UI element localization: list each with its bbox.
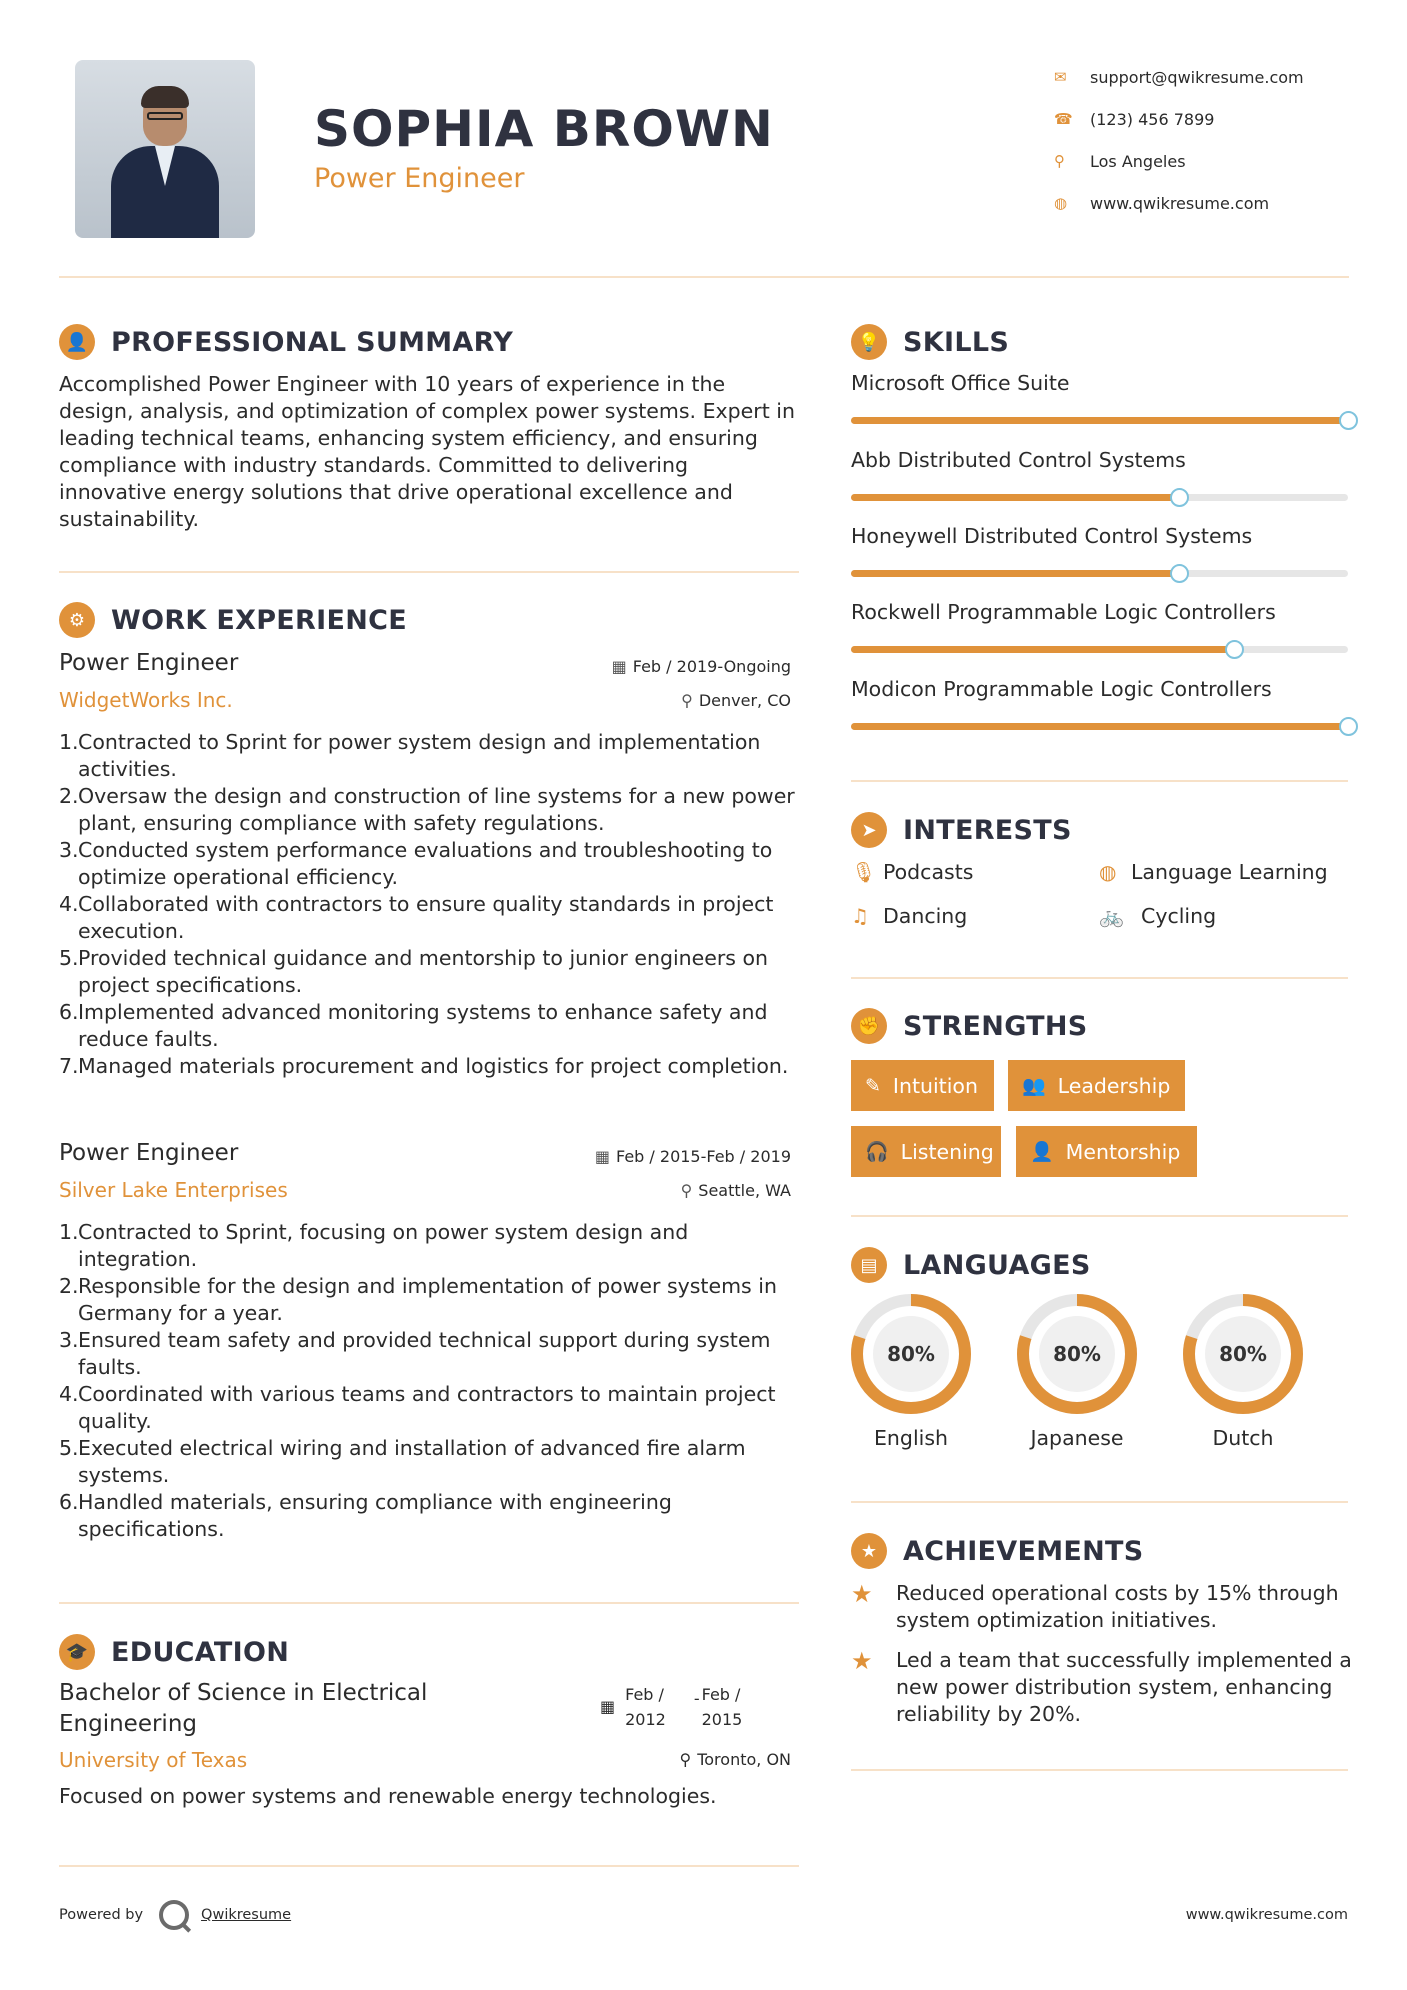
achievements-heading: ★ ACHIEVEMENTS	[851, 1533, 1144, 1569]
pin-icon: ⚲	[680, 1181, 693, 1200]
donut-label: 80%	[1053, 1342, 1101, 1366]
education-dates: ▦ Feb / 2012 - Feb / 2015	[600, 1682, 742, 1732]
header-divider	[59, 276, 1349, 278]
languages-divider	[851, 1501, 1348, 1503]
job-2-location: ⚲ Seattle, WA	[680, 1181, 791, 1200]
language-donut	[849, 1292, 973, 1416]
language-donut	[1015, 1292, 1139, 1416]
work-divider	[59, 1602, 799, 1604]
education-location: ⚲ Toronto, ON	[679, 1750, 791, 1769]
contact-website[interactable]	[1054, 182, 1374, 224]
candidate-role: Power Engineer	[314, 163, 525, 194]
star-icon: ★	[851, 1580, 873, 1608]
user-icon: 👤	[59, 324, 95, 360]
skill-bar	[851, 494, 1348, 501]
skill-bar-knob	[1339, 717, 1358, 736]
job-1-company: WidgetWorks Inc.	[59, 688, 233, 712]
interest-item: ◍ Language Learning	[1099, 860, 1328, 884]
microphone-icon: 🎙	[851, 860, 877, 884]
list-item: 6. Implemented advanced monitoring systems to enhance safety and reduce faults.	[59, 1000, 768, 1051]
star-icon: ★	[851, 1647, 873, 1675]
languages-heading: ▤ LANGUAGES	[851, 1247, 1091, 1283]
music-note-icon: ♫	[851, 904, 869, 928]
briefcase-icon: ⚙	[59, 602, 95, 638]
skill-name: Honeywell Distributed Control Systems	[851, 524, 1253, 548]
work-heading: ⚙ WORK EXPERIENCE	[59, 602, 407, 638]
job-2-bullets	[59, 1219, 799, 1543]
education-degree: Bachelor of Science in Electrical Engineering	[59, 1680, 428, 1737]
phone-icon: ☎	[1054, 110, 1073, 128]
bicycle-icon: 🚲	[1099, 904, 1124, 928]
footer-powered-by: Powered by Qwikresume	[59, 1900, 291, 1930]
list-item: 5. Provided technical guidance and mentorship to junior engineers on project specifications.	[59, 946, 769, 997]
donut-label: 80%	[887, 1342, 935, 1366]
summary-heading: 👤 PROFESSIONAL SUMMARY	[59, 324, 513, 360]
list-item: 1. Contracted to Sprint for power system design and implementation activities.	[59, 730, 761, 781]
interest-item: ♫ Dancing	[851, 904, 968, 928]
skill-bar-fill	[851, 723, 1348, 730]
calendar-icon: ▦	[611, 657, 627, 676]
job-1-bullets	[59, 729, 799, 1080]
globe-icon: ◍	[1099, 860, 1117, 884]
language-name: Japanese	[1030, 1426, 1124, 1450]
job-2-dates: ▦ Feb / 2015-Feb / 2019	[594, 1147, 791, 1166]
list-item: 6. Handled materials, ensuring compliance with engineering specifications.	[59, 1490, 672, 1541]
achievements-divider	[851, 1769, 1348, 1771]
strengths-heading: ✊ STRENGTHS	[851, 1008, 1088, 1044]
language-item	[849, 1292, 973, 1450]
education-divider	[59, 1865, 799, 1867]
achievement-item: ★ Led a team that successfully implemented a new power distribution system, enhancing reliability by 20%.	[851, 1647, 1352, 1726]
calendar-icon: ▦	[600, 1697, 616, 1716]
skill-bar-knob	[1170, 488, 1189, 507]
skill-bar	[851, 417, 1348, 424]
strength-tag: ✎ Intuition	[851, 1060, 994, 1111]
pin-icon: ⚲	[679, 1750, 692, 1769]
calendar-icon: ▦	[594, 1147, 610, 1166]
skill-bar-fill	[851, 417, 1348, 424]
skill-name: Rockwell Programmable Logic Controllers	[851, 600, 1276, 624]
skills-divider	[851, 780, 1348, 782]
education-description: Focused on power systems and renewable energy technologies.	[59, 1784, 717, 1808]
education-heading: 🎓 EDUCATION	[59, 1634, 289, 1670]
skill-bar-knob	[1170, 564, 1189, 583]
star-badge-icon: ★	[851, 1533, 887, 1569]
list-item: 3. Ensured team safety and provided technical support during system faults.	[59, 1328, 771, 1379]
job-2-company: Silver Lake Enterprises	[59, 1178, 288, 1202]
language-donut	[1181, 1292, 1305, 1416]
footer-website-link[interactable]: www.qwikresume.com	[1185, 1907, 1348, 1923]
list-item: 4. Collaborated with contractors to ensure quality standards in project execution.	[59, 892, 774, 943]
globe-icon: ◍	[1054, 194, 1068, 212]
interests-heading: ➤ INTERESTS	[851, 812, 1072, 848]
lightbulb-icon: 💡	[851, 324, 887, 360]
list-item: 4. Coordinated with various teams and contractors to maintain project quality.	[59, 1382, 776, 1433]
skill-bar-knob	[1339, 411, 1358, 430]
job-2-title: Power Engineer	[59, 1140, 239, 1166]
list-item: 3. Conducted system performance evaluations and troubleshooting to optimize operational efficiency.	[59, 838, 773, 889]
strength-tag: 👥 Leadership	[1008, 1060, 1185, 1111]
language-name: Dutch	[1212, 1426, 1274, 1450]
pin-icon: ⚲	[681, 691, 693, 710]
skill-name: Abb Distributed Control Systems	[851, 448, 1186, 472]
job-1-location: ⚲ Denver, CO	[681, 691, 791, 710]
interests-divider	[851, 977, 1348, 979]
envelope-icon: ✉	[1054, 68, 1067, 86]
achievement-item: ★ Reduced operational costs by 15% through system optimization initiatives.	[851, 1580, 1339, 1632]
skill-bar	[851, 570, 1348, 577]
skill-name: Modicon Programmable Logic Controllers	[851, 677, 1272, 701]
skill-bar	[851, 723, 1348, 730]
users-icon: 👥	[1022, 1075, 1046, 1097]
contact-website-text: www.qwikresume.com	[1090, 193, 1270, 213]
interest-item: 🎙 Podcasts	[851, 860, 974, 884]
graduation-icon: 🎓	[59, 1634, 95, 1670]
candidate-name: SOPHIA BROWN	[314, 100, 774, 158]
interest-item: 🚲 Cycling	[1099, 904, 1217, 928]
contact-email-text: support@qwikresume.com	[1090, 67, 1304, 87]
language-item	[1015, 1292, 1139, 1450]
strength-tag: 👤 Mentorship	[1016, 1126, 1197, 1177]
strengths-divider	[851, 1215, 1348, 1217]
skill-name: Microsoft Office Suite	[851, 371, 1070, 395]
list-item: 1. Contracted to Sprint, focusing on power system design and integration.	[59, 1220, 689, 1271]
job-1-title: Power Engineer	[59, 650, 239, 676]
education-school: University of Texas	[59, 1748, 248, 1772]
contact-phone[interactable]	[1054, 98, 1374, 140]
fist-icon: ✊	[851, 1008, 887, 1044]
contact-phone-text: (123) 456 7899	[1090, 109, 1215, 129]
list-item: 2. Oversaw the design and construction of line systems for a new power plant, ensuring compliance with safety regulations.	[59, 784, 795, 835]
id-card-icon: ▤	[851, 1247, 887, 1283]
summary-text: Accomplished Power Engineer with 10 years of experience in the design, analysis, and optimization of complex power systems. Expert in leading technical teams, enhancing system efficiency, and ensuring compliance with industry standards. Committed to delivering innovative energy solutions that drive operational excellence and sustainability.	[59, 372, 795, 531]
footer-brand-link[interactable]: Qwikresume	[201, 1907, 292, 1923]
skill-bar-fill	[851, 646, 1234, 653]
summary-divider	[59, 571, 799, 573]
qwikresume-logo-icon	[159, 1900, 189, 1930]
job-1-dates: ▦ Feb / 2019-Ongoing	[611, 657, 791, 676]
donut-label: 80%	[1219, 1342, 1267, 1366]
skill-bar-knob	[1225, 640, 1244, 659]
skill-bar-fill	[851, 570, 1179, 577]
paper-plane-icon: ➤	[851, 812, 887, 848]
contact-location	[1054, 140, 1374, 182]
list-item: 7. Managed materials procurement and logistics for project completion.	[59, 1054, 789, 1078]
skills-heading: 💡 SKILLS	[851, 324, 1009, 360]
profile-photo	[75, 60, 255, 238]
contact-block	[1054, 56, 1374, 224]
list-item: 2. Responsible for the design and implementation of power systems in Germany for a year.	[59, 1274, 777, 1325]
user-plus-icon: 👤	[1030, 1141, 1054, 1163]
magic-wand-icon: ✎	[865, 1074, 881, 1097]
language-item	[1181, 1292, 1305, 1450]
contact-location-text: Los Angeles	[1090, 151, 1186, 171]
contact-email[interactable]	[1054, 56, 1374, 98]
list-item: 5. Executed electrical wiring and installation of advanced fire alarm systems.	[59, 1436, 746, 1487]
headphones-icon: 🎧	[865, 1141, 889, 1163]
map-pin-icon: ⚲	[1054, 152, 1065, 170]
strength-tag: 🎧 Listening	[851, 1126, 1001, 1177]
language-name: English	[873, 1426, 949, 1450]
skill-bar-fill	[851, 494, 1179, 501]
skill-bar	[851, 646, 1348, 653]
